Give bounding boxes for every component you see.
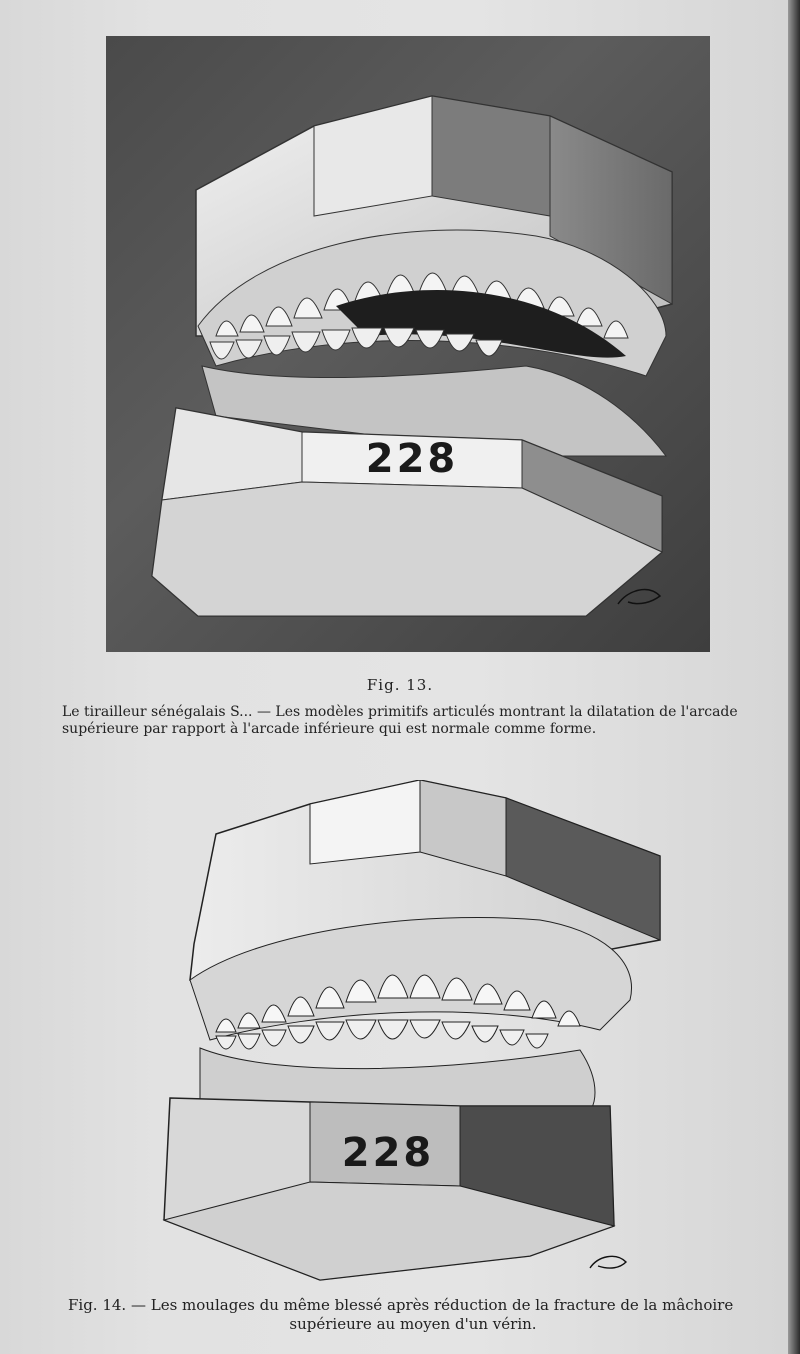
- artist-signature: [590, 1256, 626, 1268]
- figure-14-caption-line2: supérieure au moyen d'un vérin.: [289, 1315, 537, 1333]
- figure-14-caption-line1: Fig. 14. — Les moulages du même blessé après réduction de la fracture de la mâchoire: [68, 1296, 734, 1314]
- artist-signature: [618, 590, 660, 604]
- figure-14-caption: [68, 1296, 758, 1334]
- model-number-228: 228: [365, 436, 459, 482]
- dental-cast-drawing-14: [160, 780, 670, 1285]
- figure-13-illustration: [106, 36, 710, 652]
- model-number-228: 228: [341, 1130, 435, 1176]
- figure-14-illustration: [160, 780, 670, 1285]
- figure-13-label: Fig. 13.: [366, 676, 434, 694]
- figure-13-caption: Le tirailleur sénégalais S... — Les modèles primitifs articulés montrant la dilatation de l'arcade supérieure par rapport à l'arcade inférieure qui est normale comme forme.: [62, 704, 738, 737]
- dental-cast-drawing-13: [106, 36, 710, 652]
- book-spine-shadow: [788, 0, 800, 1354]
